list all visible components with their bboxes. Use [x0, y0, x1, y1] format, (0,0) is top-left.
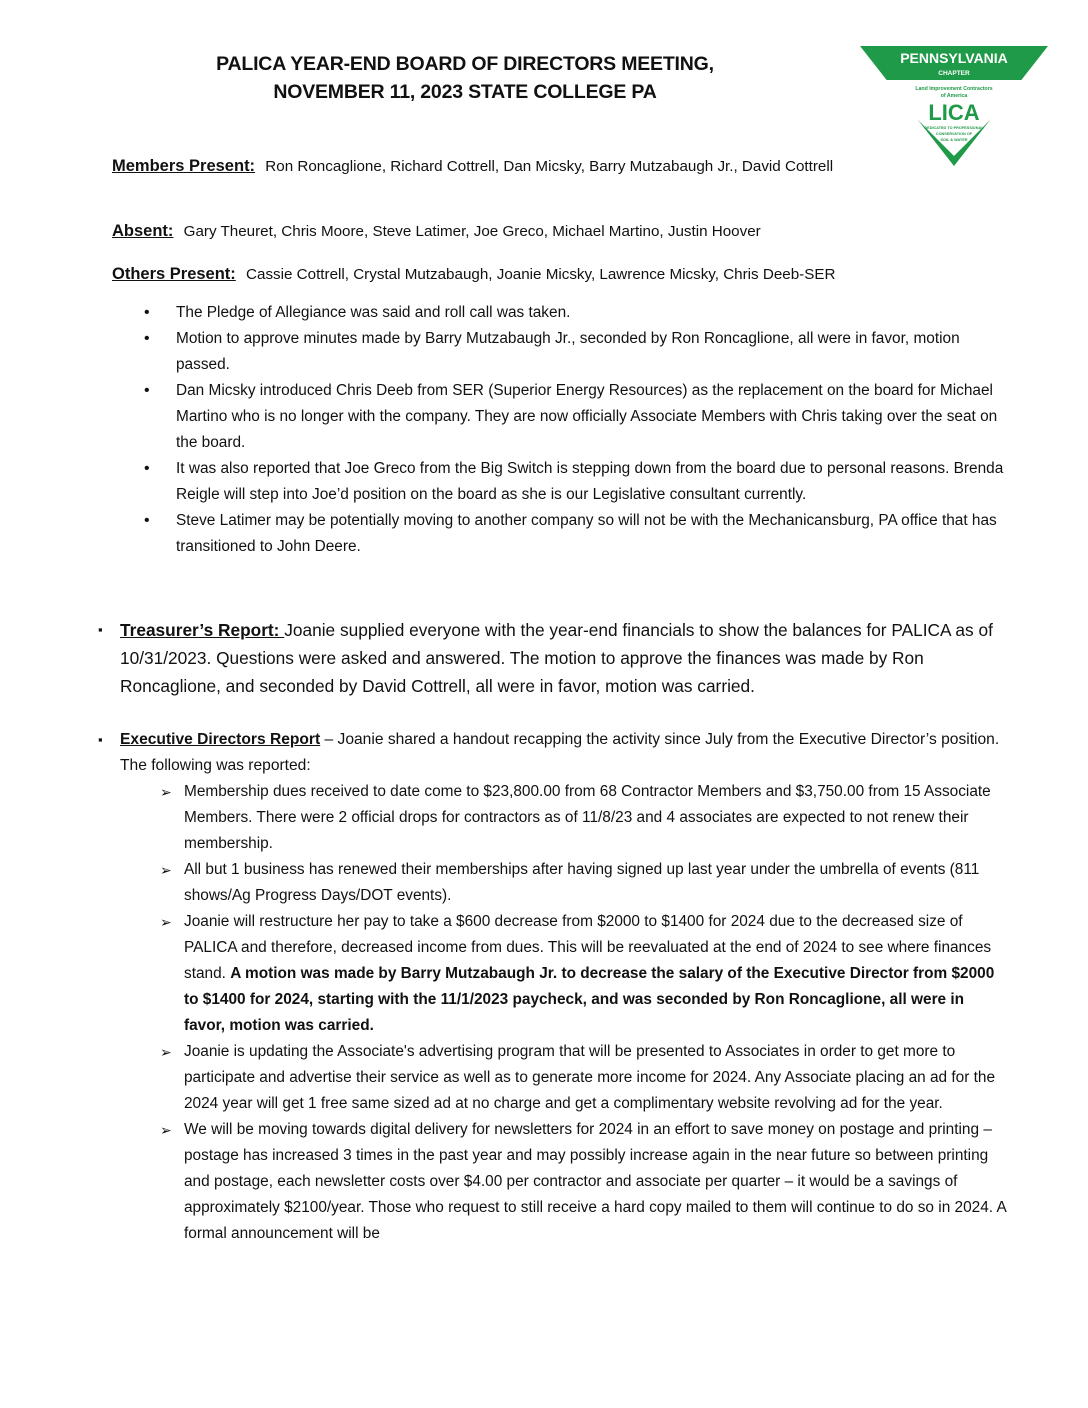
- arrow-bullet-icon: ➢: [160, 1122, 172, 1138]
- arrow-bullet-icon: ➢: [160, 1044, 172, 1060]
- list-item: • Motion to approve minutes made by Barry Mutzabaugh Jr., seconded by Ron Roncaglione, all were in favor, motion passed.: [140, 326, 1010, 378]
- pennsylvania-lica-logo: [856, 44, 1052, 168]
- executive-report-intro: – Joanie shared a handout recapping the activity since July from the Executive Director’s position. The following was reported:: [120, 731, 1000, 774]
- executive-directors-report: [98, 727, 1008, 1247]
- opening-items-list: [140, 300, 1010, 560]
- list-item: ➢ We will be moving towards digital delivery for newsletters for 2024 in an effort to save money on postage and printing – postage has increased 3 times in the past year and may possibly increase again in the near future so between printing and postage, each newsletter costs over $4.00 per contractor and associate per quarter – it would be a savings of approximately $2100/year. Those who request to still receive a hard copy mailed to them will continue to do so in 2024. A formal announcement will be: [160, 1117, 1008, 1247]
- arrow-bullet-icon: ➢: [160, 784, 172, 800]
- treasurer-report-text: Joanie supplied everyone with the year-end financials to show the balances for PALICA as of 10/31/2023. Questions were asked and answered. The motion to approve the finances was made by Ron Roncaglione, and seconded by David Cottrell, all were in favor, motion was carried.: [120, 620, 993, 696]
- square-bullet-icon: ▪: [98, 732, 103, 747]
- arrow-bullet-icon: ➢: [160, 914, 172, 930]
- page-title: [120, 50, 810, 106]
- list-item: • Dan Micsky introduced Chris Deeb from SER (Superior Energy Resources) as the replacement on the board for Michael Martino who is no longer with the company. They are now officially Associate Members with Chris taking over the seat on the board.: [140, 378, 1010, 456]
- svg-text:CONSERVATION OF: CONSERVATION OF: [935, 132, 973, 136]
- svg-text:Land Improvement Contractors: Land Improvement Contractors: [915, 86, 993, 92]
- list-item: ➢ Membership dues received to date come to $23,800.00 from 68 Contractor Members and $3,750.00 from 15 Associate Members. There were 2 official drops for contractors as of 11/8/23 and 4 associates are expected to not renew their membership.: [160, 779, 1008, 857]
- members-present-label: Members Present:: [112, 157, 256, 175]
- title-line-1: PALICA YEAR-END BOARD OF DIRECTORS MEETING,: [216, 53, 714, 75]
- absent-label: Absent:: [112, 222, 174, 240]
- svg-text:CHAPTER: CHAPTER: [938, 70, 970, 77]
- others-present: [112, 261, 1012, 288]
- motion-text: A motion was made by Barry Mutzabaugh Jr. to decrease the salary of the Executive Director from $2000 to $1400 for 2024, starting with the 11/1/2023 paycheck, and was seconded by Ron Roncaglione, all were in favor, motion was carried.: [184, 965, 995, 1034]
- list-item: • Steve Latimer may be potentially moving to another company so will not be with the Mechanicansburg, PA office that has transitioned to John Deere.: [140, 508, 1010, 560]
- treasurer-report-heading: Treasurer’s Report:: [120, 620, 285, 640]
- svg-text:DEDICATED TO PROFESSIONAL: DEDICATED TO PROFESSIONAL: [924, 126, 984, 130]
- svg-text:SOIL & WATER: SOIL & WATER: [940, 138, 968, 142]
- list-item: ➢ Joanie is updating the Associate's advertising program that will be presented to Associates in order to get more to participate and advertise their service as well as to generate more income for 2024. Any Associate placing an ad for the 2024 year will get 1 free same sized ad at no charge and get a complimentary website revolving ad for the year.: [160, 1039, 1008, 1117]
- svg-text:of America: of America: [940, 93, 968, 99]
- list-item: • It was also reported that Joe Greco from the Big Switch is stepping down from the board due to personal reasons. Brenda Reigle will step into Joe’d position on the board as she is our Legislative consultant currently.: [140, 456, 1010, 508]
- treasurer-report: [98, 616, 1008, 700]
- title-line-2: NOVEMBER 11, 2023 STATE COLLEGE PA: [273, 81, 657, 103]
- svg-text:PENNSYLVANIA: PENNSYLVANIA: [900, 50, 1008, 66]
- list-item: ➢ All but 1 business has renewed their memberships after having signed up last year under the umbrella of events (811 shows/Ag Progress Days/DOT events).: [160, 857, 1008, 909]
- absent: [112, 218, 1012, 245]
- square-bullet-icon: ▪: [98, 622, 103, 637]
- members-present-list: Ron Roncaglione, Richard Cottrell, Dan Micsky, Barry Mutzabaugh Jr., David Cottrell: [265, 158, 834, 175]
- absent-list: Gary Theuret, Chris Moore, Steve Latimer, Joe Greco, Michael Martino, Justin Hoover: [183, 223, 761, 240]
- others-present-list: Cassie Cottrell, Crystal Mutzabaugh, Joanie Micsky, Lawrence Micsky, Chris Deeb-SER: [246, 266, 836, 283]
- executive-report-items: [160, 779, 1008, 1247]
- list-item: ➢ Joanie will restructure her pay to take a $600 decrease from $2000 to $1400 for 2024 due to the decreased size of PALICA and therefore, decreased income from dues. This will be reevaluated at the end of 2024 to see where finances stand. A motion was made by Barry Mutzabaugh Jr. to decrease the salary of the Executive Director from $2000 to $1400 for 2024, starting with the 11/1/2023 paycheck, and was seconded by Ron Roncaglione, all were in favor, motion was carried.: [160, 909, 1008, 1039]
- members-present: [112, 153, 872, 180]
- list-item: • The Pledge of Allegiance was said and roll call was taken.: [140, 300, 1010, 326]
- svg-text:LICA: LICA: [928, 100, 980, 125]
- executive-report-heading: Executive Directors Report: [120, 731, 321, 748]
- others-present-label: Others Present:: [112, 265, 236, 283]
- arrow-bullet-icon: ➢: [160, 862, 172, 878]
